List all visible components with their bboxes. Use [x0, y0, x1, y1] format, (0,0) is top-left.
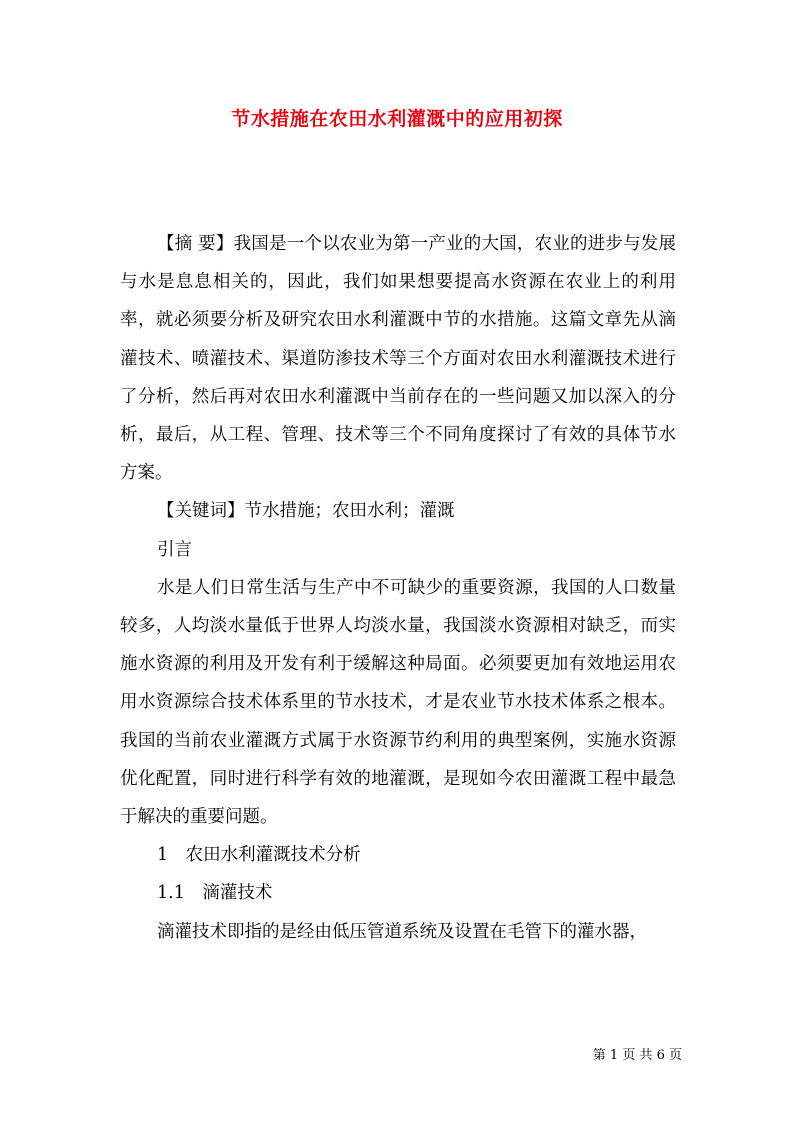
section-heading-1: 1 农田水利灌溉技术分析: [157, 845, 361, 866]
intro-paragraph: 水是人们日常生活与生产中不可缺少的重要资源，我国的人口数量较多，人均淡水量低于世界人均淡水量，我国淡水资源相对缺乏，而实施水资源的利用及开发有利于缓解这种局面。必须要更加有效地运用农用水资源综合技术体系里的节水技术，才是农业节水技术体系之根本。我国的当前农业灌溉方式属于水资源节约利用的典型案例，实施水资源优化配置，同时进行科学有效的地灌溉，是现如今农田灌溉工程中最急于解决的重要问题。: [120, 577, 676, 828]
intro-heading: 引言: [157, 539, 192, 560]
keywords-paragraph: 【关键词】节水措施；农田水利；灌溉: [157, 501, 455, 522]
document-body: [120, 225, 676, 951]
section-heading-1-1: 1.1 滴灌技术: [157, 883, 273, 904]
abstract-paragraph: 【摘 要】我国是一个以农业为第一产业的大国，农业的进步与发展与水是息息相关的，因此，我们如果想要提高水资源在农业上的利用率，就必须要分析及研究农田水利灌溉中节的水措施。这篇文章先从滴灌技术、喷灌技术、渠道防渗技术等三个方面对农田水利灌溉技术进行了分析，然后再对农田水利灌溉中当前存在的一些问题又加以深入的分析，最后，从工程、管理、技术等三个不同角度探讨了有效的具体节水方案。: [120, 234, 676, 484]
page-number: 第 1 页 共 6 页: [592, 1048, 682, 1063]
document-title: 节水措施在农田水利灌溉中的应用初探: [231, 108, 563, 130]
drip-paragraph: 滴灌技术即指的是经由低压管道系统及设置在毛管下的灌水器，: [157, 921, 647, 942]
